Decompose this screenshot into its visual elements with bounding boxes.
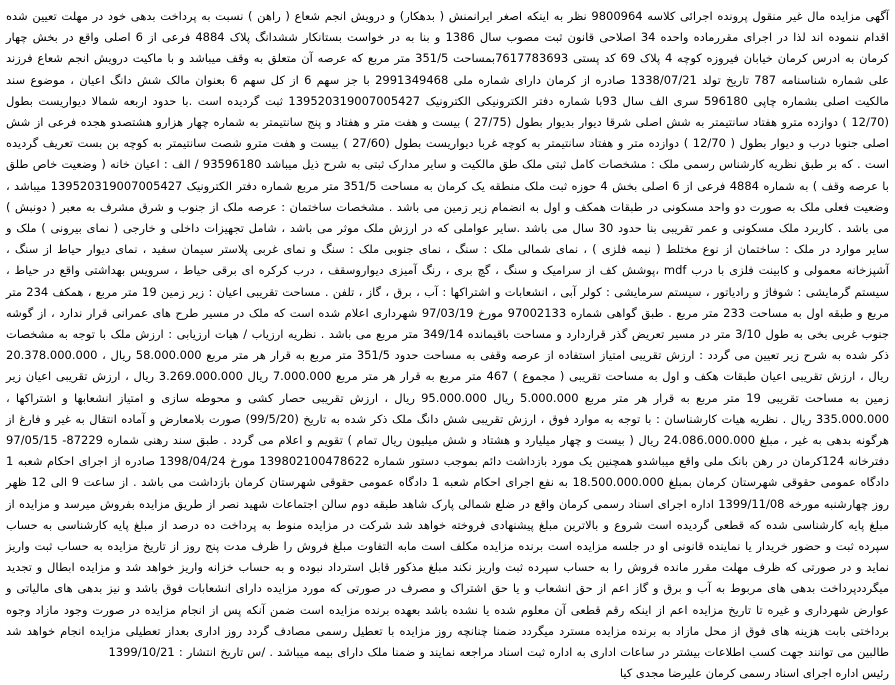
signature-line: رئیس اداره اجرای اسناد رسمی کرمان علیرضا مجدی کیا [619, 666, 889, 681]
auction-notice-body: آگهی مزایده مال غیر منقول پرونده اجرائی کلاسه 9800964 نظر به اینکه اصغر ایرانمنش ( بدهکار) و درویش انجم شعاع ( راهن ) نسبت به پرداخت بدهی خود در مهلت تعیین شده اقدام ننموده اند لذا در اجرای مقررماده واحده 34 اصلاحی قانون ثبت مصوب سال 1386 و بنا به در خواست بستانکار ششدانگ پلاک 4884 فرعی از 6 اصلی واقع در بخش چهار کرمان به ادرس کرمان خیابان فیروزه کوچه 4 پلاک 69 کد پستی 7617783693بمساحت 351/5 متر مربع که عرصه آن متعلق به وقف میباشد و با ماکیت درویش انجم شعاع فرزند علی شماره شناسنامه 787 تاریخ تولد 1338/07/21 صادره از کرمان دارای شماره ملی 2991349468 با جز سهم 6 از کل سهم 6 بعنوان مالک شش دانگ اعیان ، موضوع سند مالکیت اصلی بشماره چاپی 596180 سری الف سال 93با شماره دفتر الکترونیکی الکترونیک 139520319007005427 ثبت گردیده است .با حدود اربعه شمالا دیواریست بطول (12/70 ) دوازده مترو هفتاد سانتیمتر به شش اصلی شرقا دیوار بدیوار بطول (27/75 ) بیست و هفت متر و هفتاد و پنج سانتیمتر به شماره چهار هزارو هشتصدو هجده فرعی از شش اصلی جنوبا درب و دیوار بطول ( 12/70 ) دوازده متر و هفتاد سانتیمتر به کوچه غربا دیواریست بطول (27/60 ) بیست و هفت مترو شصت سانتیمتر به کوچه بن بست تعریف گردیده است . که بر طبق نظریه کارشناس رسمی ملک : مشخصات کامل ثبتی ملک طق مالکیت و سایر مدارک ثبتی به شرح ذیل میباشد 93596180 / الف : اعیان خانه ( وضعیت خاص طلق با عرصه وقف ) به شماره 4884 فرعی از 6 اصلی بخش 4 حوزه ثبت ملک منطقه یک کرمان به مساحت 351/5 متر مربع شماره دفتر الکترونیک 139520319007005427 میباشد ، وضعیت فعلی ملک به صورت دو واحد مسکونی در طبقات همکف و اول به انضمام زیر زمین می باشد . مشخصات ساختمان : عرصه ملک از جنوب و شرق مشرف به معبر ( دونبش ) می باشد . کاربرد ملک مسکونی و عمر تقریبی بنا حدود 30 سال می باشد .سایر عواملی که در ارزش ملک موثر می باشد ، شامل تجهیزات داخلی و خارجی ( نمای بیرونی ) ملک و سایر موارد در ملک : ساختمان از نوع مختلط ( نیمه فلزی ) ، نمای شمالی ملک : سنگ ، نمای جنوبی ملک : سنگ و نمای غربی پلاستر سیمان سفید ، نمای دیوار حیاط از سنگ ، آشپزخانه معمولی و کابینت فلزی با درب mdf ،پوشش کف از سرامیک و سنگ ، گچ بری ، رنگ آمیزی دیواروسقف ، درب کرکره ای برقی حیاط ، سرویس بهداشتی واقع در حیاط ، سیستم گرمایشی : شوفاژ و رادیاتور ، سیستم سرمایشی : کولر آبی ، انشعابات و اشتراکها : آب ، برق ، گاز ، تلفن . مساحت تقریبی اعیان : زیر زمین 19 متر مربع ، همکف 234 متر مربع و طبقه اول به مساحت 233 متر مربع . طبق گواهی شماره 97002133 مورخ 97/03/19 شهرداری اعلام شده است که ملک در مسیر طرح های عمرانی قرار ندارد ، از گوشه جنوب غربی بخی به طول 3/10 متر در مسیر تعریض گذر قراردارد و مساحت باقیمانده 349/14 متر مربع می باشد . نظریه ارزیاب / هیات ارزیابی : ارزش ملک با توجه به مشخصات ذکر شده به شرح زیر تعیین می گردد : ارزش تقریبی امتیاز استفاده از عرصه وقفی به مساحت حدود 351/5 متر مربع به قرار هر متر مربع 58.000.000 ریال ، 20.378.000.000 ریال ، ارزش تقریبی اعیان طبقات هکف و اول به مساحت تقریبی ( مجموع ) 467 متر مربع به قرار هر متر مربع 7.000.000 ریال 3.269.000.000 ریال ، ارزش تقریبی اعیان زیر زمین به مساحت تقریبی 19 متر مربع به قرار هر متر مربع 5.000.000 ریال 95.000.000 ریال ، ارزش تقریبی حصار کشی و محوطه سازی و امتیاز انشعابها و اشتراکها ، 335.000.000 ریال . نظریه هیات کارشناسان : با توجه به موارد فوق ، ارزش تقریبی شش دانگ ملک ذکر شده به تاریخ (99/5/20) صورت بلامعارض و آماده انتقال به غیر و فارغ از هرگونه بدهی به غیر ، مبلغ 24.086.000.000 ریال ( بیست و چهار میلیارد و هشتاد و شش میلیون ریال تمام ) تقویم و اعلام می گردد . طبق سند رهنی شماره 87229- 97/05/15 دفترخانه 124کرمان در رهن بانک ملی واقع میباشدو همچنین یک مورد بازداشت دائم بموجب دستور شماره 139802100478622 مورخ 1398/04/24 صادره از اجرای احکام شعبه 1 دادگاه عمومی حقوقی شهرستان کرمان بمبلغ 18.500.000.000 به نفع اجرای احکام شعبه 1 دادگاه عمومی حقوقی شهرستان کرمان بازداشت می باشد . از ساعت 9 الی 12 ظهر روز چهارشنبه مورخه 1399/11/08 اداره اجرای اسناد رسمی کرمان واقع در ضلع شمالی پارک شاهد طبقه دوم سالن اجتماعات شهید نصر از طریق مزایده بفروش میرسد و مزایده از مبلغ پایه کارشناسی شده که قطعی گردیده است شروع و بالاترین مبلغ پیشنهادی فروخته خواهد شد شرکت در مزایده منوط به پرداخت ده درصد از مبلغ پایه کارشناسی به حساب سپرده ثبت و حضور خریدار یا نماینده قانونی او در جلسه مزایده است برنده مزایده مکلف است مابه التفاوت مبلغ فروش را ظرف مدت پنج روز از تاریخ مزایده به حساب ثبت واریز نماید و در صورتی که ظرف مهلت مقرر مانده فروش را به حساب سپرده ثبت واریز نکند مبلغ مذکور قابل استرداد نبوده و به حساب خزانه واریز خواهد شد و مزایده ابطال و تجدید میگرددپرداخت بدهی های مربوط به آب و برق و گاز اعم از حق انشعاب و یا حق اشتراک و مصرف در صورتی که مورد مزایده دارای انشعابات فوق باشد و نیز بدهی های مالیاتی و عوارض شهرداری و غیره تا تاریخ مزایده اعم از اینکه رقم قطعی آن معلوم شده یا نشده باشد بعهده برنده مزایده است ضمن آنکه پس از انجام مزایده در صورت وجود مازاد وجوه برداختی بابت هزینه های فوق از محل مازاد به برنده مزایده مسترد میگردد ضمنا چنانچه روز مزایده با تعطیل رسمی مصادف گردد روز اداری بعداز تعطیلی مزایده انجام خواهد شد طالبین می توانند جهت کسب اطلاعات بیشتر در ساعات اداری به اداره ثبت اسناد مراجعه نمایند و ضمنا ملک دارای بیمه میباشد . /س تاریخ انتشار : 1399/10/21 [6, 9, 890, 660]
